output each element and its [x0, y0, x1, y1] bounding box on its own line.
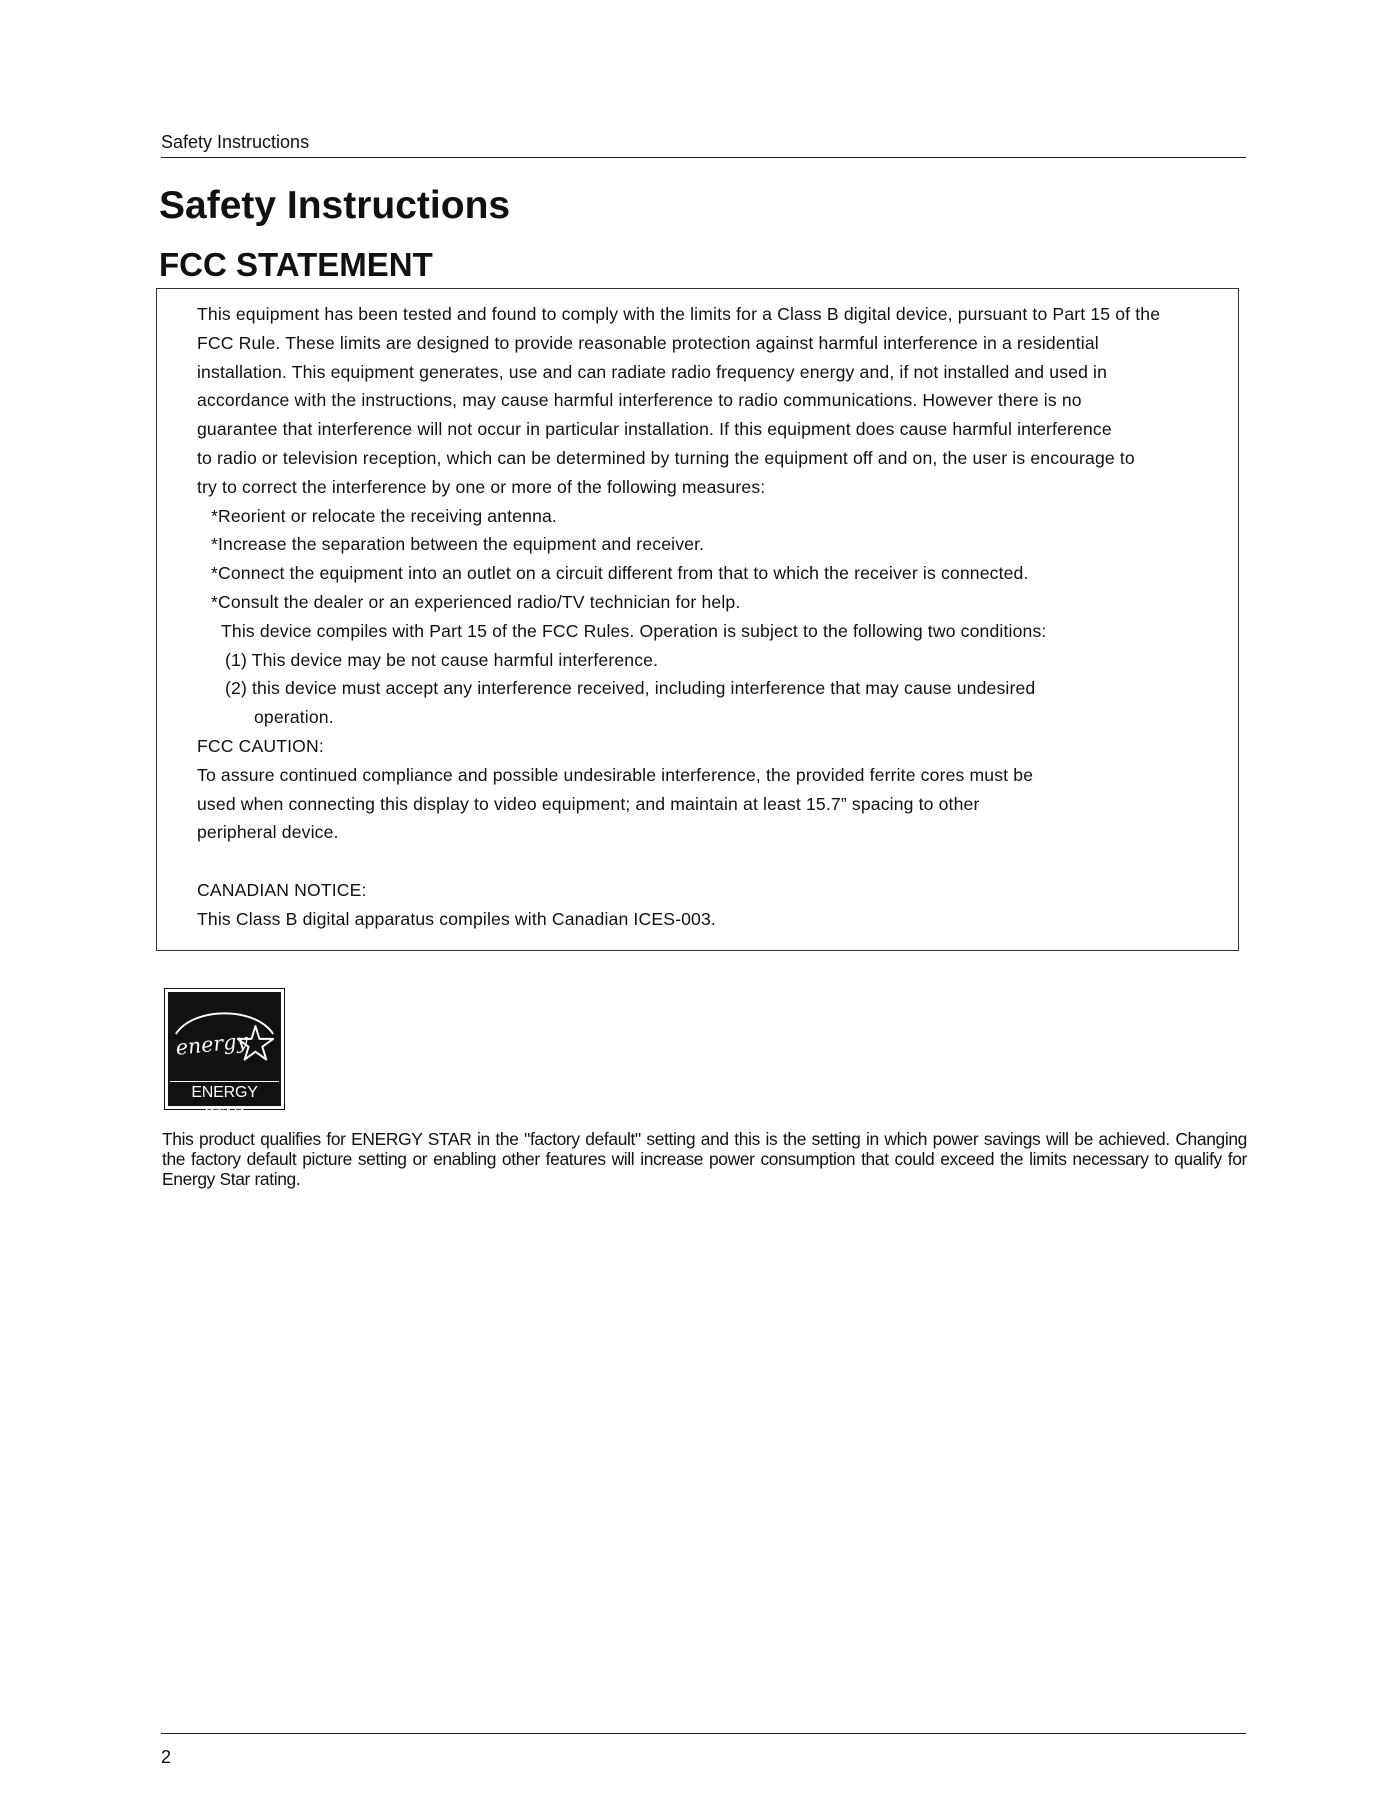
fcc-paragraph-line: FCC Rule. These limits are designed to provide reasonable protection against harmful interference in a residential [197, 332, 1099, 353]
fcc-paragraph-line: to radio or television reception, which can be determined by turning the equipment off and on, the user is encourage to [197, 447, 1135, 468]
condition-two: (2) this device must accept any interference received, including interference that may cause undesired [225, 678, 1036, 699]
fcc-caution-line: To assure continued compliance and possible undesirable interference, the provided ferrite cores must be [197, 764, 1034, 785]
header-rule [161, 157, 1246, 158]
measure-item: *Increase the separation between the equipment and receiver. [211, 534, 705, 555]
measure-item: *Reorient or relocate the receiving antenna. [211, 505, 557, 526]
page-number: 2 [161, 1747, 172, 1767]
compliance-line: This device compiles with Part 15 of the FCC Rules. Operation is subject to the following two conditions: [221, 620, 1047, 641]
measure-item: *Connect the equipment into an outlet on a circuit different from that to which the receiver is connected. [211, 563, 1029, 584]
fcc-paragraph-line: installation. This equipment generates, use and can radiate radio frequency energy and, if not installed and used in [197, 361, 1108, 382]
section-title: FCC STATEMENT [159, 246, 433, 283]
running-header: Safety Instructions [161, 132, 310, 152]
condition-one: (1) This device may be not cause harmful interference. [225, 649, 659, 670]
fcc-caution-line: peripheral device. [197, 822, 339, 843]
fcc-caution-line: used when connecting this display to video equipment; and maintain at least 15.7” spacing to other [197, 793, 980, 814]
fcc-paragraph-line: accordance with the instructions, may cause harmful interference to radio communications. However there is no [197, 390, 1082, 411]
blank-line [197, 847, 1217, 876]
fcc-paragraph-line: This equipment has been tested and found to comply with the limits for a Class B digital device, pursuant to Part 15 of the [197, 304, 1161, 324]
fcc-paragraph-line: try to correct the interference by one or more of the following measures: [197, 476, 766, 497]
fcc-statement-body [197, 300, 1217, 934]
energy-star-label: ENERGY STAR [170, 1081, 279, 1104]
fcc-caution-heading: FCC CAUTION: [197, 735, 324, 756]
energy-star-note: This product qualifies for ENERGY STAR in the "factory default" setting and this is the setting in which power savings will be achieved. Changing the factory default picture setting or enabling other features will increase power consumption that could exceed the limits necessary to qualify for Energy Star rating. [162, 1129, 1247, 1189]
energy-star-logo [164, 988, 285, 1123]
condition-two-continued: operation. [254, 707, 334, 728]
footer-rule [161, 1733, 1246, 1734]
measure-item: *Consult the dealer or an experienced radio/TV technician for help. [211, 591, 741, 612]
canadian-notice-heading: CANADIAN NOTICE: [197, 879, 367, 900]
fcc-paragraph-line: guarantee that interference will not occur in particular installation. If this equipment does cause harmful interference [197, 419, 1112, 440]
page-title: Safety Instructions [159, 184, 511, 227]
energy-script-text: energy [174, 1028, 250, 1060]
energy-star-icon [168, 992, 281, 1074]
canadian-notice-text: This Class B digital apparatus compiles with Canadian ICES-003. [197, 908, 716, 929]
